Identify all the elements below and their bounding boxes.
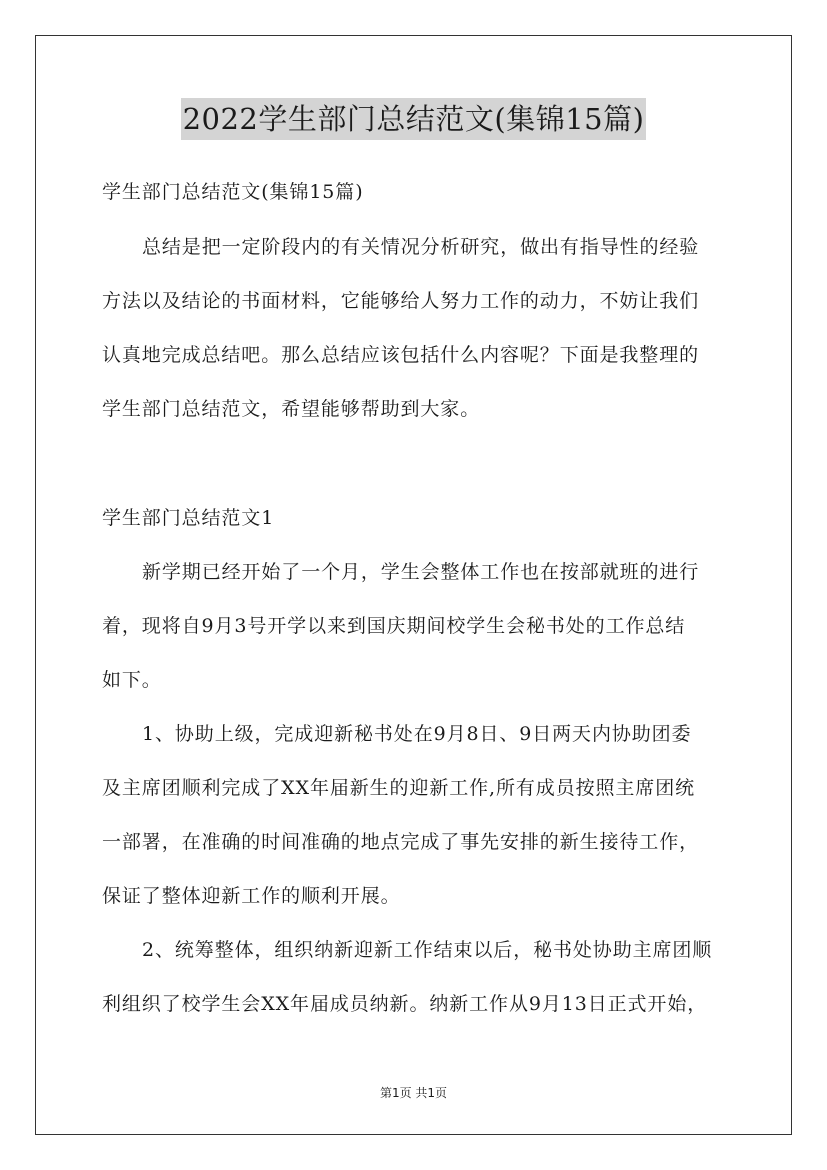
paragraph-line: 及主席团顺利完成了XX年届新生的迎新工作,所有成员按照主席团统: [102, 777, 695, 799]
document-subtitle: 学生部门总结范文(集锦15篇): [102, 181, 364, 203]
page-footer: 第1页 共1页: [379, 1086, 448, 1100]
paragraph-line: 着，现将自9月3号开学以来到国庆期间校学生会秘书处的工作总结: [102, 615, 686, 637]
document-title: 2022学生部门总结范文(集锦15篇): [181, 98, 647, 140]
intro-line: 总结是把一定阶段内的有关情况分析研究，做出有指导性的经验: [142, 236, 700, 258]
paragraph-line: 一部署，在准确的时间准确的地点完成了事先安排的新生接待工作，: [102, 831, 700, 853]
intro-line: 学生部门总结范文，希望能够帮助到大家。: [102, 398, 481, 420]
paragraph-line: 如下。: [102, 669, 162, 691]
title-container: [0, 98, 827, 140]
section-heading: 学生部门总结范文1: [102, 507, 275, 529]
paragraph-line: 2、统筹整体，组织纳新迎新工作结束以后，秘书处协助主席团顺: [142, 939, 713, 961]
paragraph-line: 利组织了校学生会XX年届成员纳新。纳新工作从9月13日正式开始，: [102, 993, 708, 1015]
paragraph-line: 新学期已经开始了一个月，学生会整体工作也在按部就班的进行: [142, 561, 700, 583]
paragraph-line: 保证了整体迎新工作的顺利开展。: [102, 885, 401, 907]
intro-line: 认真地完成总结吧。那么总结应该包括什么内容呢？下面是我整理的: [102, 344, 700, 366]
paragraph-line: 1、协助上级，完成迎新秘书处在9月8日、9日两天内协助团委: [142, 723, 692, 745]
intro-line: 方法以及结论的书面材料，它能够给人努力工作的动力，不妨让我们: [102, 290, 700, 312]
